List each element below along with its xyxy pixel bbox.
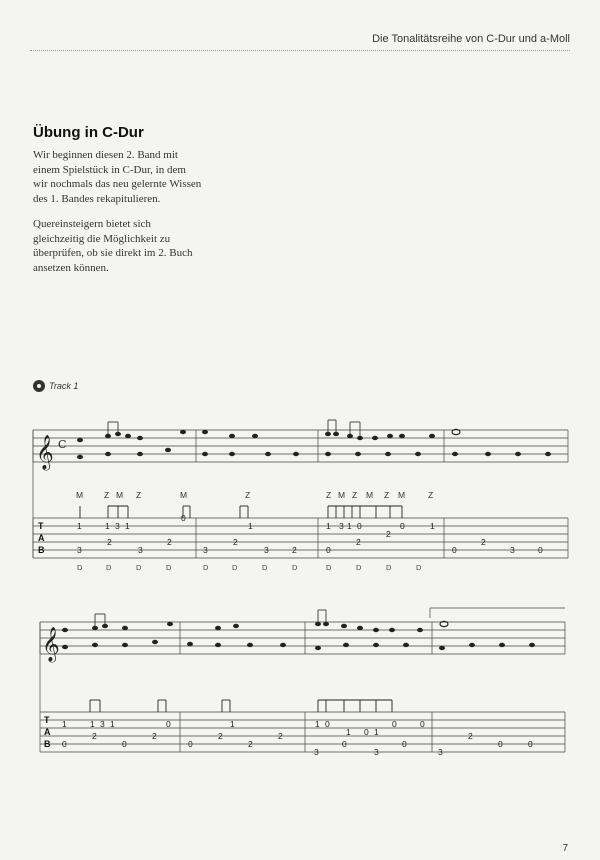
intro-paragraph-2: Quereinsteigern bietet sich gleichzeitig die Möglichkeit zu überprüfen, ob sie direkt im 2. Buch ansetzen können. <box>33 218 193 274</box>
fingering-row-1 <box>76 490 433 500</box>
stroke-mark: D <box>326 563 332 572</box>
tab-number: 3 <box>438 747 443 757</box>
stroke-mark: D <box>166 563 172 572</box>
time-signature-icon: C <box>58 438 67 451</box>
tab-number: 0 <box>538 545 543 555</box>
fingering-mark: M <box>398 490 406 500</box>
tab-number: 1 <box>105 521 110 531</box>
tab-letter-b: B <box>38 545 45 555</box>
fingering-mark: Z <box>136 490 142 500</box>
tab-number: 2 <box>468 731 473 741</box>
tab-number: 1 <box>326 521 331 531</box>
fingering-mark: Z <box>384 490 390 500</box>
tab-number: 2 <box>292 545 297 555</box>
tab-number: 2 <box>481 537 486 547</box>
fingering-mark: Z <box>428 490 434 500</box>
notes-1 <box>77 430 551 459</box>
tab-number: 3 <box>314 747 319 757</box>
tab-number: 1 <box>347 521 352 531</box>
running-header: Die Tonalitätsreihe von C-Dur und a-Moll <box>372 33 570 45</box>
tab-number: 1 <box>230 719 235 729</box>
tab-number: 0 <box>188 739 193 749</box>
tab-number: 0 <box>342 739 347 749</box>
tab-number: 0 <box>181 513 186 523</box>
stroke-mark: D <box>356 563 362 572</box>
tab-number: 0 <box>62 739 67 749</box>
fingering-mark: M <box>338 490 346 500</box>
tab-letter-t: T <box>38 521 44 531</box>
tab-number: 0 <box>357 521 362 531</box>
tab-number: 2 <box>278 731 283 741</box>
tab-letter-t: T <box>44 715 50 725</box>
fingering-mark: Z <box>352 490 358 500</box>
tab-number: 0 <box>325 719 330 729</box>
fingering-mark: Z <box>245 490 251 500</box>
tab-number: 1 <box>110 719 115 729</box>
notation-system-2 <box>0 600 600 770</box>
tab-number: 0 <box>402 739 407 749</box>
tab-number: 0 <box>400 521 405 531</box>
stroke-mark: D <box>136 563 142 572</box>
tab-number: 2 <box>356 537 361 547</box>
stroke-mark: D <box>292 563 298 572</box>
tab-number: 0 <box>122 739 127 749</box>
fingering-mark: M <box>180 490 188 500</box>
intro-paragraph-1: Wir beginnen diesen 2. Band mit einem Spielstück in C-Dur, in dem wir nochmals das neu gelernte Wissen des 1. Bandes rekapitulieren. <box>33 149 202 205</box>
section-title: Übung in C-Dur <box>33 124 144 141</box>
fingering-mark: M <box>116 490 124 500</box>
header-rule <box>30 50 570 51</box>
tab-number: 2 <box>233 537 238 547</box>
fingering-mark: M <box>76 490 84 500</box>
tab-number: 0 <box>452 545 457 555</box>
stroke-mark: D <box>416 563 422 572</box>
page-number: 7 <box>562 843 568 854</box>
stroke-mark: D <box>77 563 83 572</box>
tab-number: 3 <box>138 545 143 555</box>
tab-number: 3 <box>339 521 344 531</box>
tab-number: 3 <box>264 545 269 555</box>
tab-number: 2 <box>152 731 157 741</box>
tab-numbers-2 <box>62 719 533 757</box>
tab-number: 3 <box>115 521 120 531</box>
tab-number: 2 <box>167 537 172 547</box>
tab-number: 1 <box>248 521 253 531</box>
stroke-mark: D <box>232 563 238 572</box>
tab-number: 2 <box>92 731 97 741</box>
fingering-mark: M <box>366 490 374 500</box>
tab-number: 3 <box>77 545 82 555</box>
tab-letter-a: A <box>38 533 45 543</box>
tab-number: 3 <box>510 545 515 555</box>
fingering-mark: Z <box>104 490 110 500</box>
tab-number: 0 <box>420 719 425 729</box>
track-label <box>33 380 78 392</box>
tab-number: 0 <box>166 719 171 729</box>
tab-number: 0 <box>528 739 533 749</box>
tab-number: 0 <box>364 727 369 737</box>
fingering-mark: Z <box>326 490 332 500</box>
tab-number: 2 <box>248 739 253 749</box>
tab-number: 3 <box>203 545 208 555</box>
track-text: Track 1 <box>49 381 79 391</box>
music-system-1 <box>0 410 600 580</box>
tab-number: 1 <box>374 727 379 737</box>
tab-number: 1 <box>315 719 320 729</box>
tab-letter-a: A <box>44 727 51 737</box>
stroke-mark: D <box>203 563 209 572</box>
cd-icon <box>33 380 45 392</box>
tab-number: 0 <box>392 719 397 729</box>
tab-number: 1 <box>62 719 67 729</box>
tab-number: 3 <box>100 719 105 729</box>
tab-number: 2 <box>107 537 112 547</box>
tab-number: 3 <box>374 747 379 757</box>
tab-letter-b: B <box>44 739 51 749</box>
treble-clef-icon: 𝄞 <box>42 627 60 662</box>
tab-number: 2 <box>386 529 391 539</box>
tab-number: 1 <box>430 521 435 531</box>
stroke-mark: D <box>106 563 112 572</box>
intro-text <box>33 148 203 286</box>
stroke-row-1 <box>77 563 422 572</box>
tab-number: 1 <box>125 521 130 531</box>
tab-number: 1 <box>346 727 351 737</box>
tab-number: 1 <box>77 521 82 531</box>
tab-number: 0 <box>498 739 503 749</box>
tab-number: 0 <box>326 545 331 555</box>
stroke-mark: D <box>262 563 268 572</box>
stroke-mark: D <box>386 563 392 572</box>
tab-number: 1 <box>90 719 95 729</box>
notation-system-1 <box>0 410 600 580</box>
music-system-2 <box>0 600 600 770</box>
tab-number: 2 <box>218 731 223 741</box>
treble-clef-icon: 𝄞 <box>36 435 54 470</box>
